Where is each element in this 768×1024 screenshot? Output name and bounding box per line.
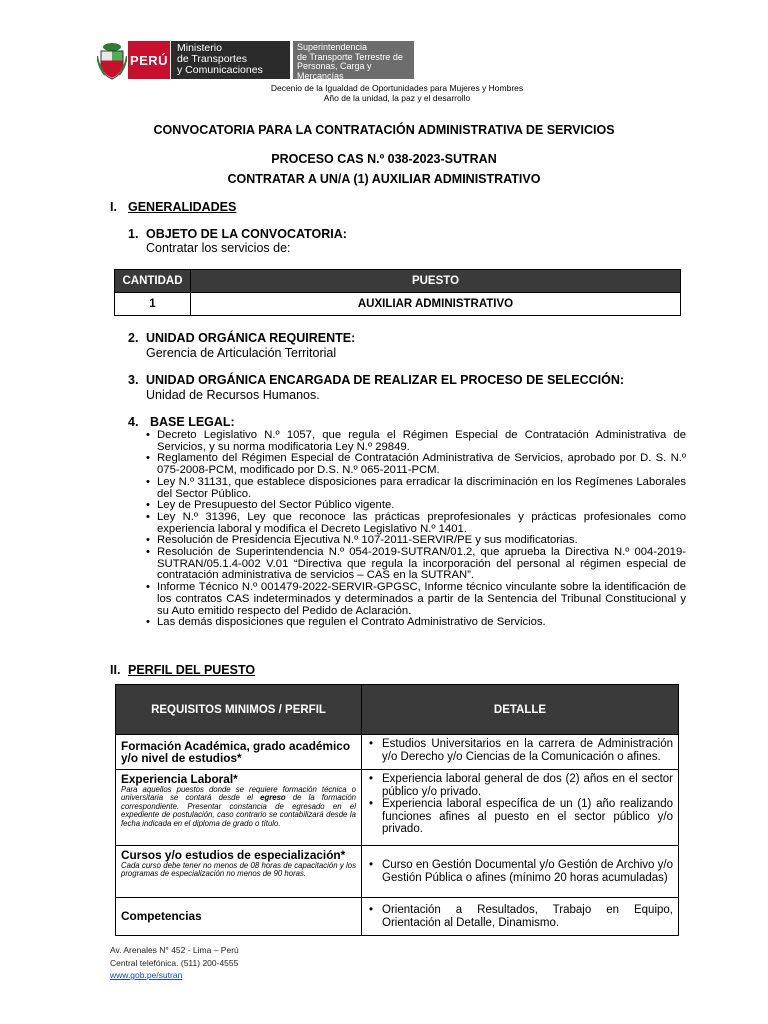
section-1-title: GENERALIDADES bbox=[128, 200, 237, 214]
detail-cell bbox=[362, 770, 679, 846]
table-row bbox=[116, 770, 679, 846]
item-2-text: Gerencia de Articulación Territorial bbox=[146, 346, 337, 360]
footer-website-link[interactable]: www.gob.pe/sutran bbox=[110, 970, 183, 980]
list-item: • Ley N.º 31131, que establece disposiciones para erradicar la discriminación en los Regímenes Laborales del Sector Público. bbox=[146, 477, 686, 500]
detail-item: • Curso en Gestión Documental y/o Gestión de Archivo y/o Gestión Pública o afines (mínimo 20 horas acumuladas) bbox=[367, 859, 673, 884]
agency-line: Superintendencia bbox=[297, 42, 368, 52]
table-row bbox=[116, 735, 679, 770]
item-1-number: 1. bbox=[128, 227, 139, 241]
cell-puesto: AUXILIAR ADMINISTRATIVO bbox=[191, 293, 681, 316]
item-4-title: BASE LEGAL: bbox=[150, 415, 235, 429]
detail-list bbox=[367, 773, 673, 836]
list-item: • Resolución de Superintendencia N.º 054-2019-SUTRAN/01.2, que aprueba la Directiva N.º 004-2019-SUTRAN/05.1.4-002 V.01 “Directiva que regula la incorporación del personal al régimen especial de contratación administrativa de servicios – CAS en la SUTRAN”. bbox=[146, 547, 686, 582]
peru-label: PERÚ bbox=[129, 52, 169, 68]
agency-logo bbox=[293, 41, 414, 79]
detail-list bbox=[367, 738, 673, 763]
note-emphasis: egreso bbox=[260, 793, 286, 803]
detail-cell bbox=[362, 898, 679, 936]
column-header-requisitos: REQUISITOS MINIMOS / PERFIL bbox=[116, 685, 362, 735]
requirement-title: Experiencia Laboral* bbox=[121, 772, 238, 786]
position-title: CONTRATAR A UN/A (1) AUXILIAR ADMINISTRATIVO bbox=[227, 172, 541, 186]
ministry-logo bbox=[171, 41, 290, 79]
detail-cell bbox=[362, 846, 679, 898]
item-3-number: 3. bbox=[128, 373, 139, 387]
ministry-line: de Transportes bbox=[177, 53, 248, 65]
table-row bbox=[116, 846, 679, 898]
list-item: • Informe Técnico N.º 001479-2022-SERVIR-GPGSC, Informe técnico vinculante sobre la identificación de los contratos CAS indeterminados y determinados a partir de la Sentencia del Tribunal Constitucional y su Auto emitido respecto del Pedido de Aclaración. bbox=[146, 582, 686, 617]
cell-cantidad: 1 bbox=[115, 293, 191, 316]
agency-line: de Transporte Terrestre de bbox=[297, 51, 403, 62]
requirement-title: Competencias bbox=[121, 909, 202, 924]
item-2-title: UNIDAD ORGÁNICA REQUIRENTE: bbox=[146, 331, 356, 345]
footer-phone: Central telefónica. (511) 200-4555 bbox=[110, 957, 239, 968]
column-header-puesto: PUESTO bbox=[191, 270, 681, 293]
process-title: PROCESO CAS N.º 038-2023-SUTRAN bbox=[271, 152, 497, 166]
page-footer bbox=[110, 944, 239, 982]
ministry-line: Ministerio bbox=[177, 42, 222, 54]
profile-table bbox=[115, 684, 679, 936]
section-1-numeral: I. bbox=[110, 200, 117, 214]
list-item: • Decreto Legislativo N.º 1057, que regula el Régimen Especial de Contratación Administrativa de Servicios, y su norma modificatoria Ley N.º 29849. bbox=[146, 430, 686, 453]
list-item: • Reglamento del Régimen Especial de Contratación Administrativa de Servicios, aprobado por D. S. N.º 075-2008-PCM, modificado por D.S. N.º 065-2011-PCM. bbox=[146, 453, 686, 476]
decenio-caption bbox=[200, 83, 594, 103]
requirement-title: Cursos y/o estudios de especialización* bbox=[121, 848, 346, 862]
item-1-text: Contratar los servicios de: bbox=[146, 241, 291, 255]
detail-cell bbox=[362, 735, 679, 770]
note-text: Para aquellos puestos donde se requiere formación técnica o universitaria se contará desde el bbox=[121, 784, 356, 803]
column-header-detalle: DETALLE bbox=[362, 685, 679, 735]
detail-item: • Experiencia laboral específica de un (1) año realizando funciones afines al puesto en el sector público y/o privado. bbox=[367, 798, 673, 836]
coat-of-arms-icon bbox=[97, 42, 127, 80]
note-text: de la formación correspondiente. Presentar constancia de egresado en el expediente de postulación, caso contrario se contabilizará desde la fecha indicada en el diploma de grado o título. bbox=[121, 793, 356, 828]
requirement-cell bbox=[116, 846, 362, 898]
item-2-number: 2. bbox=[128, 331, 139, 345]
item-4-number: 4. bbox=[128, 415, 139, 429]
list-item: • Ley N.º 31396, Ley que reconoce las prácticas preprofesionales y prácticas profesionales como experiencia laboral y modifica el Decreto Legislativo N.º 1401. bbox=[146, 512, 686, 535]
requirement-cell bbox=[116, 898, 362, 936]
peru-logo bbox=[128, 41, 170, 79]
detail-list bbox=[367, 904, 673, 929]
detail-item: • Estudios Universitarios en la carrera de Administración y/o Derecho y/o Ciencias de la Comunicación o afines. bbox=[367, 738, 673, 763]
table-row bbox=[115, 293, 681, 316]
main-title: CONVOCATORIA PARA LA CONTRATACIÓN ADMINISTRATIVA DE SERVICIOS bbox=[153, 123, 615, 137]
table-row bbox=[116, 898, 679, 936]
positions-table bbox=[114, 269, 681, 316]
item-3-title: UNIDAD ORGÁNICA ENCARGADA DE REALIZAR EL PROCESO DE SELECCIÓN: bbox=[146, 373, 625, 387]
agency-line: Personas, Carga y Mercancías bbox=[297, 61, 372, 81]
table-header-row bbox=[115, 270, 681, 293]
requirement-title: Formación Académica, grado académico y/o nivel de estudios* bbox=[121, 738, 351, 765]
detail-item: • Orientación a Resultados, Trabajo en Equipo, Orientación al Detalle, Dinamismo. bbox=[367, 904, 673, 929]
list-item: • Resolución de Presidencia Ejecutiva N.º 107-2011-SERVIR/PE y sus modificatorias. bbox=[146, 535, 686, 547]
footer-address: Av. Arenales N° 452 - Lima – Perú bbox=[110, 945, 239, 955]
item-3-text: Unidad de Recursos Humanos. bbox=[146, 388, 320, 402]
legal-basis-list bbox=[146, 430, 686, 629]
detail-item: • Experiencia laboral general de dos (2) años en el sector público y/o privado. bbox=[367, 773, 673, 798]
detail-list bbox=[367, 859, 673, 884]
requirement-cell bbox=[116, 770, 362, 846]
decenio-line-2: Año de la unidad, la paz y el desarrollo bbox=[323, 93, 471, 103]
section-2-numeral: II. bbox=[110, 663, 121, 677]
list-item: • Las demás disposiciones que regulen el Contrato Administrativo de Servicios. bbox=[146, 617, 686, 629]
item-1-title: OBJETO DE LA CONVOCATORIA: bbox=[146, 227, 347, 241]
list-item: • Ley de Presupuesto del Sector Público vigente. bbox=[146, 500, 686, 512]
decenio-line-1: Decenio de la Igualdad de Oportunidades para Mujeres y Hombres bbox=[270, 83, 524, 93]
column-header-cantidad: CANTIDAD bbox=[115, 270, 191, 293]
requirement-note bbox=[121, 786, 356, 829]
requirement-note: Cada curso debe tener no menos de 08 horas de capacitación y los programas de especialización no menos de 90 horas. bbox=[121, 860, 356, 879]
table-header-row bbox=[116, 685, 679, 735]
section-2-title: PERFIL DEL PUESTO bbox=[128, 663, 256, 677]
requirement-cell bbox=[116, 735, 362, 770]
ministry-line: y Comunicaciones bbox=[177, 64, 263, 76]
